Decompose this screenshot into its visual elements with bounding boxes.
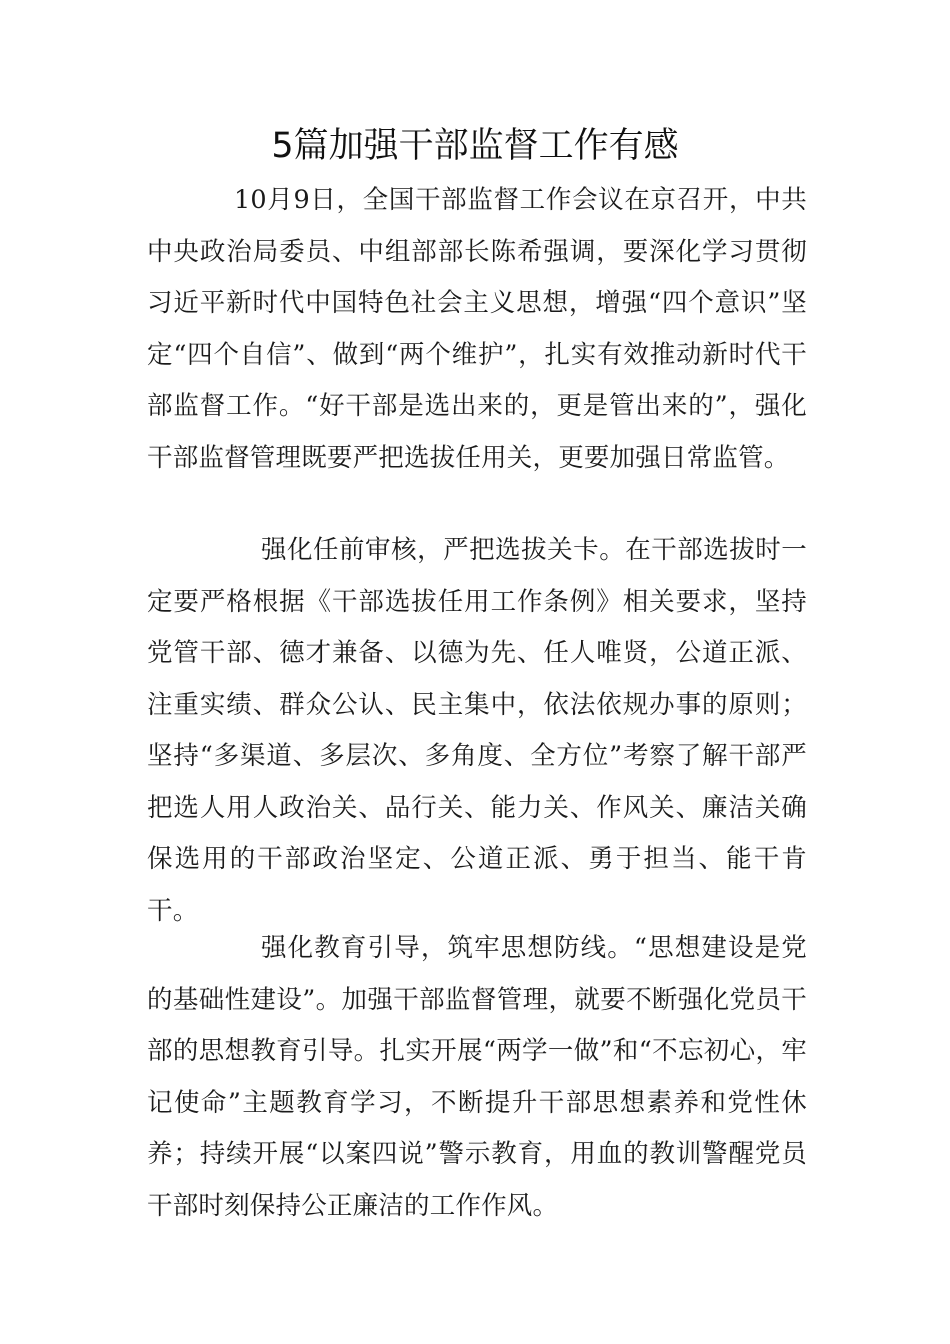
paragraph-education-guidance: 强化教育引导，筑牢思想防线。“思想建设是党的基础性建设”。加强干部监督管理，就要不断强化党员干部的思想教育引导。扎实开展“两学一做”和“不忘初心，牢记使命”主题教育学习，不断提升干部思想素养和党性休养；持续开展“以案四说”警示教育，用血的教训警醒党员干部时刻保持公正廉洁的工作作风。 bbox=[147, 933, 807, 1221]
paragraph-selection-review: 强化任前审核，严把选拔关卡。在干部选拔时一定要严格根据《干部选拔任用工作条例》相关要求，坚持党管干部、德才兼备、以德为先、任人唯贤，公道正派、注重实绩、群众公认、民主集中，依法依规办事的原则；坚持“多渠道、多层次、多角度、全方位”考察了解干部严把选人用人政治关、品行关、能力关、作风关、廉洁关确保选用的干部政治坚定、公道正派、勇于担当、能干肯干。 bbox=[147, 535, 807, 926]
paragraph-intro: 10月9日，全国干部监督工作会议在京召开，中共中央政治局委员、中组部部长陈希强调，要深化学习贯彻习近平新时代中国特色社会主义思想，增强“四个意识”坚定“四个自信”、做到“两个维护”，扎实有效推动新时代干部监督工作。“好干部是选出来的，更是管出来的”，强化干部监督管理既要严把选拔任用关，更要加强日常监管。 bbox=[147, 185, 807, 473]
document-title: 5篇加强干部监督工作有感 bbox=[271, 126, 679, 166]
